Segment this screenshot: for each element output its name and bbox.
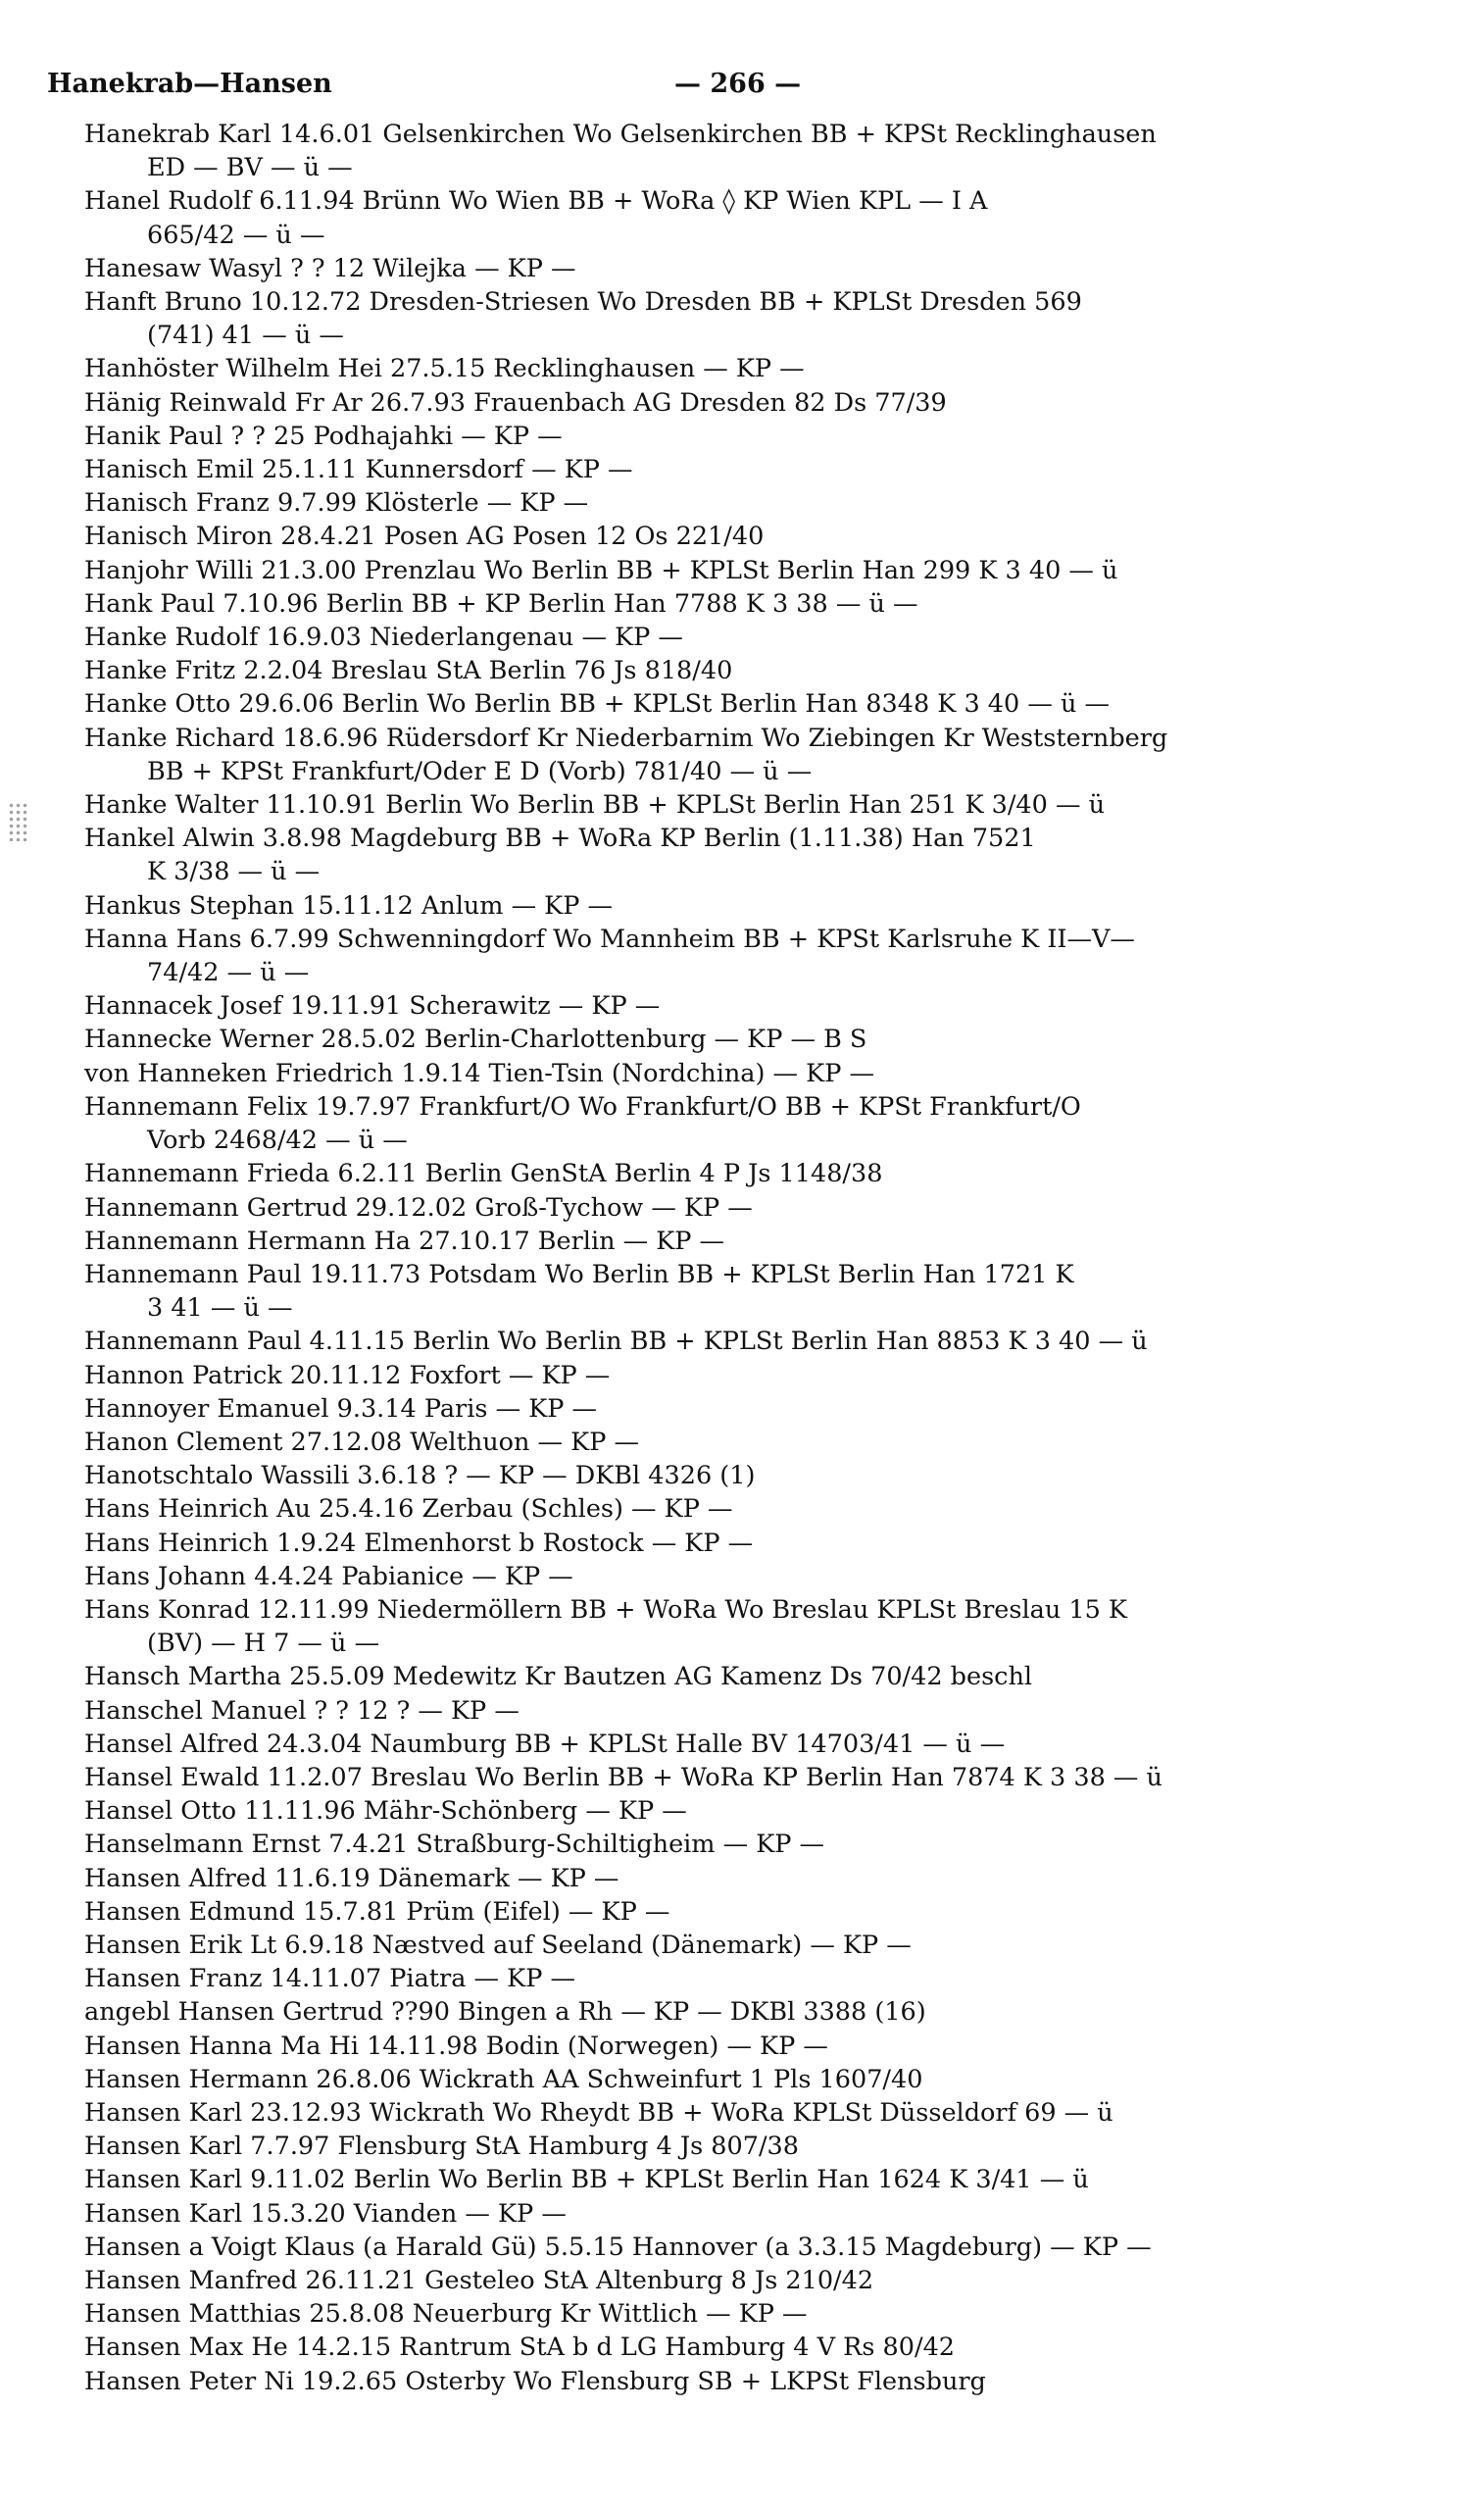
entry-record: [47, 352, 1424, 385]
entry-continuation: (BV) — H 7 — ü —: [147, 1629, 380, 1659]
entry-line: Hankel Alwin 3.8.98 Magdeburg BB + WoRa KP Berlin (1.11.38) Han 7521: [84, 824, 1036, 854]
entry-record: [47, 386, 1424, 420]
entry-line: Hansen Peter Ni 19.2.65 Osterby Wo Flensburg SB + LKPSt Flensburg: [84, 2366, 986, 2396]
entry-record: [47, 1560, 1424, 1593]
entry-line: Hannemann Frieda 6.2.11 Berlin GenStA Berlin 4 P Js 1148/38: [84, 1159, 883, 1189]
entry-record: [47, 2030, 1424, 2063]
entry-record: [47, 1090, 1424, 1157]
entry-line: Hanft Bruno 10.12.72 Dresden-Striesen Wo Dresden BB + KPLSt Dresden 569: [84, 287, 1082, 318]
entry-record: [47, 1359, 1424, 1392]
entry-continuation: BB + KPSt Frankfurt/Oder E D (Vorb) 781/40 — ü —: [147, 756, 813, 786]
entry-record: [47, 453, 1424, 486]
entry-record: [47, 252, 1424, 285]
page-header: [47, 69, 1419, 112]
entry-record: [47, 118, 1424, 184]
entry-line: Hanna Hans 6.7.99 Schwenningdorf Wo Mannheim BB + KPSt Karlsruhe K II—V—: [84, 924, 1135, 954]
entry-record: [47, 1593, 1424, 1660]
entry-record: [47, 1225, 1424, 1258]
entry-record: [47, 1157, 1424, 1190]
entry-record: [47, 2197, 1424, 2231]
entry-record: [47, 2331, 1424, 2364]
entry-continuation: 74/42 — ü —: [147, 958, 310, 988]
entry-line: Hanhöster Wilhelm Hei 27.5.15 Recklinghausen — KP —: [84, 354, 805, 384]
entry-record: [47, 923, 1424, 989]
entry-record: [47, 2130, 1424, 2163]
entry-record: [47, 520, 1424, 553]
entry-line: Hanel Rudolf 6.11.94 Brünn Wo Wien BB + WoRa ◊ KP Wien KPL — I A: [84, 186, 988, 217]
entry-line: Hannon Patrick 20.11.12 Foxfort — KP —: [84, 1360, 611, 1390]
entry-record: [47, 1728, 1424, 1761]
entry-continuation: 665/42 — ü —: [147, 220, 325, 250]
entry-line: angebl Hansen Gertrud ??90 Bingen a Rh — KP — DKBl 3388 (16): [84, 1997, 926, 2028]
entry-line: Hansen Manfred 26.11.21 Gesteleo StA Altenburg 8 Js 210/42: [84, 2266, 874, 2295]
entry-record: [47, 687, 1424, 721]
entry-record: [47, 1694, 1424, 1728]
entry-record: [47, 1392, 1424, 1426]
entry-line: Hansen Hermann 26.8.06 Wickrath AA Schweinfurt 1 Pls 1607/40: [84, 2064, 923, 2094]
entry-line: Hansen a Voigt Klaus (a Harald Gü) 5.5.15 Hannover (a 3.3.15 Magdeburg) — KP —: [84, 2232, 1152, 2262]
entry-line: Hansen Matthias 25.8.08 Neuerburg Kr Wittlich — KP —: [84, 2299, 808, 2330]
entry-line: Hanselmann Ernst 7.4.21 Straßburg-Schiltigheim — KP —: [84, 1830, 825, 1860]
entry-record: [47, 1459, 1424, 1492]
entry-line: Hanisch Miron 28.4.21 Posen AG Posen 12 Os 221/40: [84, 522, 765, 552]
entry-line: Hannemann Felix 19.7.97 Frankfurt/O Wo Frankfurt/O BB + KPSt Frankfurt/O: [84, 1091, 1081, 1122]
entry-line: Hansen Edmund 15.7.81 Prüm (Eifel) — KP —: [84, 1896, 670, 1927]
entry-line: Hansch Martha 25.5.09 Medewitz Kr Bautzen AG Kamenz Ds 70/42 beschl: [84, 1662, 1033, 1692]
entry-record: [47, 486, 1424, 520]
entry-record: [47, 1023, 1424, 1056]
entry-record: [47, 1527, 1424, 1560]
entry-record: [47, 2297, 1424, 2331]
entry-record: [47, 788, 1424, 822]
entry-line: Hansen Franz 14.11.07 Piatra — KP —: [84, 1964, 575, 1994]
entry-line: Hannemann Hermann Ha 27.10.17 Berlin — KP —: [84, 1226, 725, 1256]
entry-line: Hansen Alfred 11.6.19 Dänemark — KP —: [84, 1863, 619, 1893]
entry-line: Hanotschtalo Wassili 3.6.18 ? — KP — DKBl 4326 (1): [84, 1461, 756, 1491]
entry-record: [47, 1828, 1424, 1861]
entry-record: [47, 1492, 1424, 1526]
entry-line: Hannoyer Emanuel 9.3.14 Paris — KP —: [84, 1393, 598, 1424]
entry-record: [47, 184, 1424, 251]
entry-record: [47, 2231, 1424, 2264]
entry-line: Hansen Karl 15.3.20 Vianden — KP —: [84, 2198, 567, 2229]
entry-record: [47, 2365, 1424, 2398]
scan-speck: [8, 802, 27, 841]
entry-record: [47, 1995, 1424, 2029]
entry-record: [47, 2096, 1424, 2130]
entry-line: Hänig Reinwald Fr Ar 26.7.93 Frauenbach AG Dresden 82 Ds 77/39: [84, 387, 947, 418]
entry-line: Hansen Max He 14.2.15 Rantrum StA b d LG Hamburg 4 V Rs 80/42: [84, 2333, 956, 2363]
entry-line: Hannemann Gertrud 29.12.02 Groß-Tychow — KP —: [84, 1192, 753, 1223]
entry-line: Hansen Karl 9.11.02 Berlin Wo Berlin BB + KPLSt Berlin Han 1624 K 3/41 — ü: [84, 2165, 1089, 2195]
entry-line: Hanisch Emil 25.1.11 Kunnersdorf — KP —: [84, 455, 633, 485]
entry-record: [47, 1191, 1424, 1225]
page-number: — 266 —: [674, 69, 802, 99]
entry-record: [47, 1660, 1424, 1693]
entry-line: Hanschel Manuel ? ? 12 ? — KP —: [84, 1695, 519, 1726]
entry-record: [47, 2163, 1424, 2196]
entry-line: Hans Johann 4.4.24 Pabianice — KP —: [84, 1561, 573, 1591]
entry-record: [47, 1962, 1424, 1995]
entry-line: von Hanneken Friedrich 1.9.14 Tien-Tsin (Nordchina) — KP —: [84, 1058, 874, 1088]
entry-line: Hanisch Franz 9.7.99 Klösterle — KP —: [84, 488, 589, 519]
entry-continuation: ED — BV — ü —: [147, 153, 353, 183]
entry-line: Hanjohr Willi 21.3.00 Prenzlau Wo Berlin BB + KPLSt Berlin Han 299 K 3 40 — ü: [84, 555, 1118, 585]
entry-line: Hanke Rudolf 16.9.03 Niederlangenau — KP —: [84, 623, 683, 653]
entry-record: [47, 2264, 1424, 2297]
entry-line: Hannemann Paul 4.11.15 Berlin Wo Berlin BB + KPLSt Berlin Han 8853 K 3 40 — ü: [84, 1327, 1148, 1357]
entry-line: Hannacek Josef 19.11.91 Scherawitz — KP —: [84, 991, 661, 1022]
entry-record: [47, 889, 1424, 923]
entry-record: [47, 621, 1424, 654]
entry-line: Hanekrab Karl 14.6.01 Gelsenkirchen Wo Gelsenkirchen BB + KPSt Recklinghausen: [84, 120, 1157, 149]
entry-line: Hansen Karl 7.7.97 Flensburg StA Hamburg 4 Js 807/38: [84, 2132, 799, 2162]
entry-line: Hannecke Werner 28.5.02 Berlin-Charlottenburg — KP — B S: [84, 1025, 867, 1055]
entry-record: [47, 654, 1424, 687]
entry-continuation: (741) 41 — ü —: [147, 321, 344, 351]
entry-line: Hansen Hanna Ma Hi 14.11.98 Bodin (Norwegen) — KP —: [84, 2031, 828, 2061]
entry-line: Hans Heinrich Au 25.4.16 Zerbau (Schles) — KP —: [84, 1494, 733, 1525]
entry-line: Hansel Otto 11.11.96 Mähr-Schönberg — KP —: [84, 1796, 687, 1827]
header-range: Hanekrab—Hansen: [47, 69, 332, 99]
entry-record: [47, 285, 1424, 352]
entry-record: [47, 1895, 1424, 1929]
entry-line: Hansen Karl 23.12.93 Wickrath Wo Rheydt BB + WoRa KPLSt Düsseldorf 69 — ü: [84, 2097, 1113, 2128]
entry-line: Hanke Richard 18.6.96 Rüdersdorf Kr Niederbarnim Wo Ziebingen Kr Weststernberg: [84, 723, 1168, 753]
entry-record: [47, 1794, 1424, 1828]
entry-record: [47, 989, 1424, 1023]
entry-continuation: K 3/38 — ü —: [147, 857, 321, 887]
entry-list: [47, 118, 1424, 2398]
entry-record: [47, 1761, 1424, 1794]
entry-record: [47, 2063, 1424, 2096]
entry-record: [47, 587, 1424, 621]
entry-record: [47, 554, 1424, 587]
entry-line: Hansel Ewald 11.2.07 Breslau Wo Berlin BB + WoRa KP Berlin Han 7874 K 3 38 — ü: [84, 1762, 1162, 1792]
entry-line: Hanon Clement 27.12.08 Welthuon — KP —: [84, 1427, 639, 1457]
entry-line: Hans Heinrich 1.9.24 Elmenhorst b Rostock — KP —: [84, 1528, 754, 1558]
entry-line: Hansen Erik Lt 6.9.18 Næstved auf Seeland (Dänemark) — KP —: [84, 1930, 912, 1960]
entry-line: Hans Konrad 12.11.99 Niedermöllern BB + WoRa Wo Breslau KPLSt Breslau 15 K: [84, 1594, 1127, 1625]
entry-record: [47, 420, 1424, 453]
entry-record: [47, 1862, 1424, 1895]
entry-record: [47, 1426, 1424, 1459]
entry-line: Hansel Alfred 24.3.04 Naumburg BB + KPLSt Halle BV 14703/41 — ü —: [84, 1729, 1006, 1759]
entry-line: Hanik Paul ? ? 25 Podhajahki — KP —: [84, 421, 563, 451]
entry-line: Hanke Walter 11.10.91 Berlin Wo Berlin BB + KPLSt Berlin Han 251 K 3/40 — ü: [84, 790, 1105, 821]
entry-record: [47, 822, 1424, 888]
entry-record: [47, 1057, 1424, 1090]
entry-continuation: Vorb 2468/42 — ü —: [147, 1126, 408, 1156]
entry-line: Hank Paul 7.10.96 Berlin BB + KP Berlin Han 7788 K 3 38 — ü —: [84, 588, 918, 619]
entry-record: [47, 1325, 1424, 1358]
entry-record: [47, 1258, 1424, 1325]
entry-record: [47, 722, 1424, 788]
entry-continuation: 3 41 — ü —: [147, 1293, 293, 1324]
entry-line: Hanke Fritz 2.2.04 Breslau StA Berlin 76 Js 818/40: [84, 656, 733, 686]
entry-record: [47, 1929, 1424, 1962]
entry-line: Hanke Otto 29.6.06 Berlin Wo Berlin BB + KPLSt Berlin Han 8348 K 3 40 — ü —: [84, 689, 1110, 720]
entry-line: Hannemann Paul 19.11.73 Potsdam Wo Berlin BB + KPLSt Berlin Han 1721 K: [84, 1259, 1074, 1289]
entry-line: Hanesaw Wasyl ? ? 12 Wilejka — KP —: [84, 253, 576, 283]
entry-line: Hankus Stephan 15.11.12 Anlum — KP —: [84, 890, 613, 921]
